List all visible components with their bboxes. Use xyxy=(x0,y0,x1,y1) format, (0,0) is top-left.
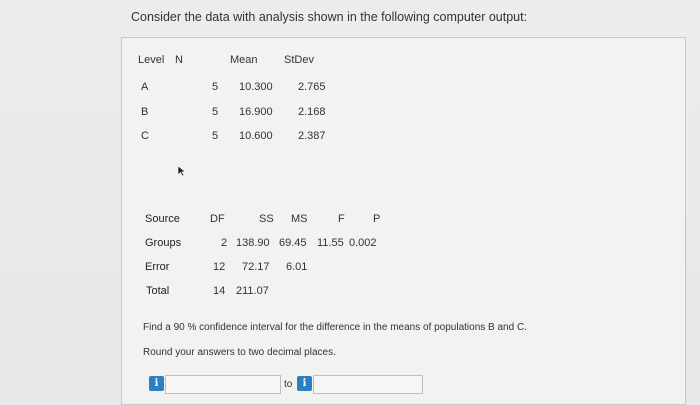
anova-header-source: Source xyxy=(145,213,180,225)
header-stdev: StDev xyxy=(284,54,314,66)
summary-level-a: A xyxy=(141,81,149,93)
anova-header-f: F xyxy=(338,213,345,225)
summary-level-b: B xyxy=(141,106,149,118)
anova-header-df: DF xyxy=(210,213,225,225)
header-level: Level xyxy=(138,54,165,66)
summary-mean-a: 10.300 xyxy=(239,81,273,93)
summary-stdev-c: 2.387 xyxy=(298,130,326,142)
mouse-pointer-icon xyxy=(177,165,187,177)
anova-header-p: P xyxy=(373,213,381,225)
upper-bound-input[interactable] xyxy=(313,375,423,394)
summary-n-b: 5 xyxy=(212,106,219,118)
anova-df-total: 14 xyxy=(213,285,226,297)
summary-mean-b: 16.900 xyxy=(239,106,273,118)
anova-ms-groups: 69.45 xyxy=(279,237,307,249)
anova-ss-total: 211.07 xyxy=(236,285,269,297)
header-mean: Mean xyxy=(230,54,258,66)
anova-source-total: Total xyxy=(146,285,170,297)
summary-stdev-a: 2.765 xyxy=(298,81,326,93)
to-label: to xyxy=(284,379,293,390)
anova-ss-error: 72.17 xyxy=(242,261,270,273)
anova-df-error: 12 xyxy=(213,261,226,273)
header-n: N xyxy=(175,54,183,66)
intro-text: Consider the data with analysis shown in the following computer output: xyxy=(131,10,528,24)
anova-source-groups: Groups xyxy=(145,237,182,249)
anova-df-groups: 2 xyxy=(221,237,228,249)
summary-level-c: C xyxy=(141,130,149,142)
anova-header-ms: MS xyxy=(291,213,308,225)
summary-mean-c: 10.600 xyxy=(239,130,273,142)
rounding-instruction: Round your answers to two decimal places. xyxy=(143,347,336,358)
summary-stdev-b: 2.168 xyxy=(298,106,326,118)
anova-source-error: Error xyxy=(145,261,170,273)
question-text: Find a 90 % confidence interval for the difference in the means of populations B and C. xyxy=(143,322,527,333)
anova-ss-groups: 138.90 xyxy=(236,237,270,249)
anova-header-ss: SS xyxy=(259,213,274,225)
summary-n-a: 5 xyxy=(212,81,219,93)
anova-ms-error: 6.01 xyxy=(286,261,308,273)
anova-f-groups: 11.55 xyxy=(317,237,344,249)
anova-p-groups: 0.002 xyxy=(349,237,377,249)
lower-bound-input[interactable] xyxy=(165,375,281,394)
summary-n-c: 5 xyxy=(212,130,219,142)
info-icon[interactable]: i xyxy=(149,376,164,391)
info-icon[interactable]: i xyxy=(297,376,312,391)
